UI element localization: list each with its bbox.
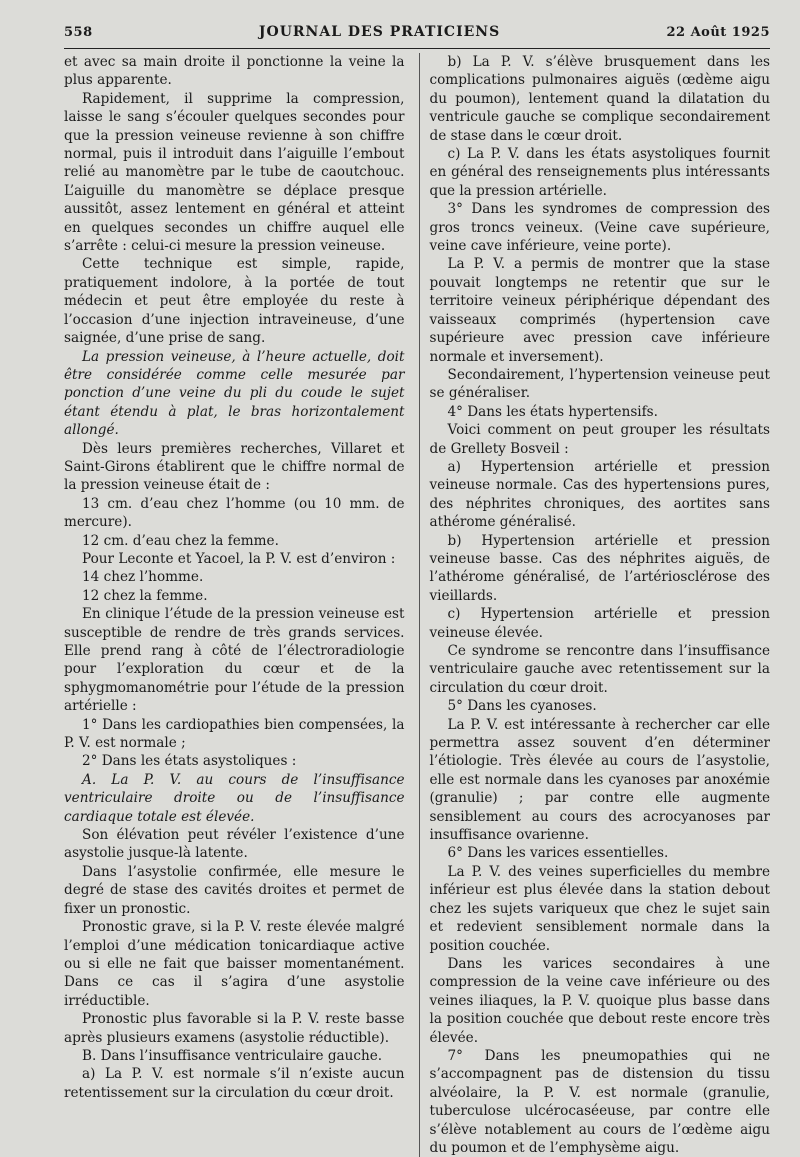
paragraph: Dès leurs premières recherches, Villaret et Saint-Girons établirent que le chiffre normal de la pression veineuse était de : bbox=[64, 440, 405, 494]
paragraph: et avec sa main droite il ponctionne la veine la plus apparente. bbox=[64, 54, 405, 89]
paragraph: a) Hypertension artérielle et pression veineuse normale. Cas des hypertensions pures, des néphrites chroniques, des aortites sans athérome généralisé. bbox=[429, 458, 770, 531]
paragraph: 1° Dans les cardiopathies bien compensées, la P. V. est normale ; bbox=[64, 716, 405, 752]
paragraph: c) La P. V. dans les états asystoliques fournit en général des renseignements plus intéressants que la pression artérielle. bbox=[429, 146, 770, 199]
paragraph: Voici comment on peut grouper les résultats de Grellety Bosveil : bbox=[429, 422, 770, 457]
article-body bbox=[64, 53, 770, 1157]
paragraph: Secondairement, l’hypertension veineuse peut se généraliser. bbox=[429, 366, 770, 402]
page-number: 558 bbox=[64, 25, 93, 40]
paragraph: Pour Leconte et Yacoel, la P. V. est d’environ : bbox=[82, 550, 396, 567]
running-header bbox=[64, 24, 770, 46]
paragraph: Ce syndrome se rencontre dans l’insuffisance ventriculaire gauche avec retentissement sur la circulation du cœur droit. bbox=[429, 643, 770, 696]
paragraph: Pronostic grave, si la P. V. reste élevée malgré l’emploi d’une médication tonicardiaque active ou si elle ne fait que baisser momentanément. Dans ce cas il s’agira d’une asystolie irréductible. bbox=[64, 919, 405, 1009]
paragraph: 13 cm. d’eau chez l’homme (ou 10 mm. de mercure). bbox=[64, 495, 405, 531]
issue-date: 22 Août 1925 bbox=[666, 25, 770, 40]
paragraph: 5° Dans les cyanoses. bbox=[447, 698, 597, 715]
paragraph: a) La P. V. est normale s’il n’existe aucun retentissement sur la circulation du cœur droit. bbox=[64, 1066, 405, 1101]
paragraph: Son élévation peut révéler l’existence d’une asystolie jusque-là latente. bbox=[64, 827, 405, 862]
paragraph: 2° Dans les états asystoliques : bbox=[82, 753, 297, 770]
paragraph: 6° Dans les varices essentielles. bbox=[447, 845, 669, 862]
paragraph: 12 cm. d’eau chez la femme. bbox=[82, 532, 279, 549]
paragraph: En clinique l’étude de la pression veineuse est susceptible de rendre de très grands services. Elle prend rang à côté de l’électroradiologie pour l’exploration du cœur et de la sphygmomanométrie pour l’étude de la pression artérielle : bbox=[64, 606, 405, 715]
paragraph: La P. V. est intéressante à rechercher car elle permettra assez souvent d’en déterminer l’étiologie. Très élevée au cours de l’asystolie, elle est normale dans les cyanoses par anoxémie (granulie) ; par contre elle augmente sensiblement au cours des acrocyanoses par insuffisance ovarienne. bbox=[429, 716, 770, 844]
paragraph: B. Dans l’insuffisance ventriculaire gauche. bbox=[82, 1047, 383, 1064]
paragraph: 7° Dans les pneumopathies qui ne s’accompagnent pas de distension du tissu alvéolaire, la P. V. est normale (granulie, tuberculose ulcérocaséeuse, par contre elle s’élève notablement au cours de l’œdème aigu du poumon et de l’emphysème aigu. bbox=[429, 1047, 770, 1156]
paragraph: Pronostic plus favorable si la P. V. reste basse après plusieurs examens (asystolie réductible). bbox=[64, 1011, 405, 1046]
paragraph: 4° Dans les états hypertensifs. bbox=[447, 403, 658, 420]
paragraph: La P. V. a permis de montrer que la stase pouvait longtemps ne retentir que sur le territoire veineux périphérique dépendant des vaisseaux comprimés (hypertension cave supérieure avec pression cave inférieure normale et inversement). bbox=[429, 256, 770, 365]
paragraph: Cette technique est simple, rapide, pratiquement indolore, à la portée de tout médecin et peut être employée du reste à l’occasion d’une injection intraveineuse, d’une saignée, d’une prise de sang. bbox=[64, 256, 405, 347]
left-column bbox=[64, 53, 405, 1157]
paragraph: b) La P. V. s’élève brusquement dans les complications pulmonaires aiguës (œdème aigu du poumon), lentement quand la dilatation du ventricule gauche se complique secondairement de stase dans le cœur droit. bbox=[429, 54, 770, 144]
right-column bbox=[419, 53, 771, 1157]
paragraph: c) Hypertension artérielle et pression veineuse élevée. bbox=[429, 606, 770, 641]
paragraph: b) Hypertension artérielle et pression veineuse basse. Cas des néphrites aiguës, de l’athérome généralisé, de l’artériosclérose des vieillards. bbox=[429, 532, 770, 604]
paragraph: 12 chez la femme. bbox=[82, 587, 208, 604]
paragraph: La pression veineuse, à l’heure actuelle, doit être considérée comme celle mesurée par ponction d’une veine du pli du coude le sujet étant étendu à plat, le bras horizontalement allongé. bbox=[64, 348, 405, 439]
paragraph: Rapidement, il supprime la compression, laisse le sang s’écouler quelques secondes pour que la pression veineuse revienne à son chiffre normal, puis il introduit dans l’aiguille l’embout relié au manomètre par le tube de caoutchouc. L’aiguille du manomètre se déplace presque aussitôt, assez lentement en général et atteint en quelques secondes un chiffre auquel elle s’arrête : celui-ci mesure la pression veineuse. bbox=[64, 90, 405, 255]
paragraph: Dans l’asystolie confirmée, elle mesure le degré de stase des cavités droites et permet de fixer un pronostic. bbox=[64, 863, 405, 917]
paragraph: La P. V. des veines superficielles du membre inférieur est plus élevée dans la station debout chez les sujets variqueux que chez le sujet sain et redevient sensiblement normale dans la position couchée. bbox=[429, 863, 770, 954]
journal-title: JOURNAL DES PRATICIENS bbox=[258, 24, 501, 40]
paragraph: 14 chez l’homme. bbox=[82, 569, 204, 586]
header-rule bbox=[64, 48, 770, 49]
paragraph: Dans les varices secondaires à une compression de la veine cave inférieure ou des veines iliaques, la P. V. quoique plus basse dans la position couchée que debout reste encore très élevée. bbox=[429, 955, 770, 1046]
paragraph: A. La P. V. au cours de l’insuffisance ventriculaire droite ou de l’insuffisance cardiaque totale est élevée. bbox=[64, 771, 405, 825]
paragraph: 3° Dans les syndromes de compression des gros troncs veineux. (Veine cave supérieure, veine cave inférieure, veine porte). bbox=[429, 201, 770, 255]
